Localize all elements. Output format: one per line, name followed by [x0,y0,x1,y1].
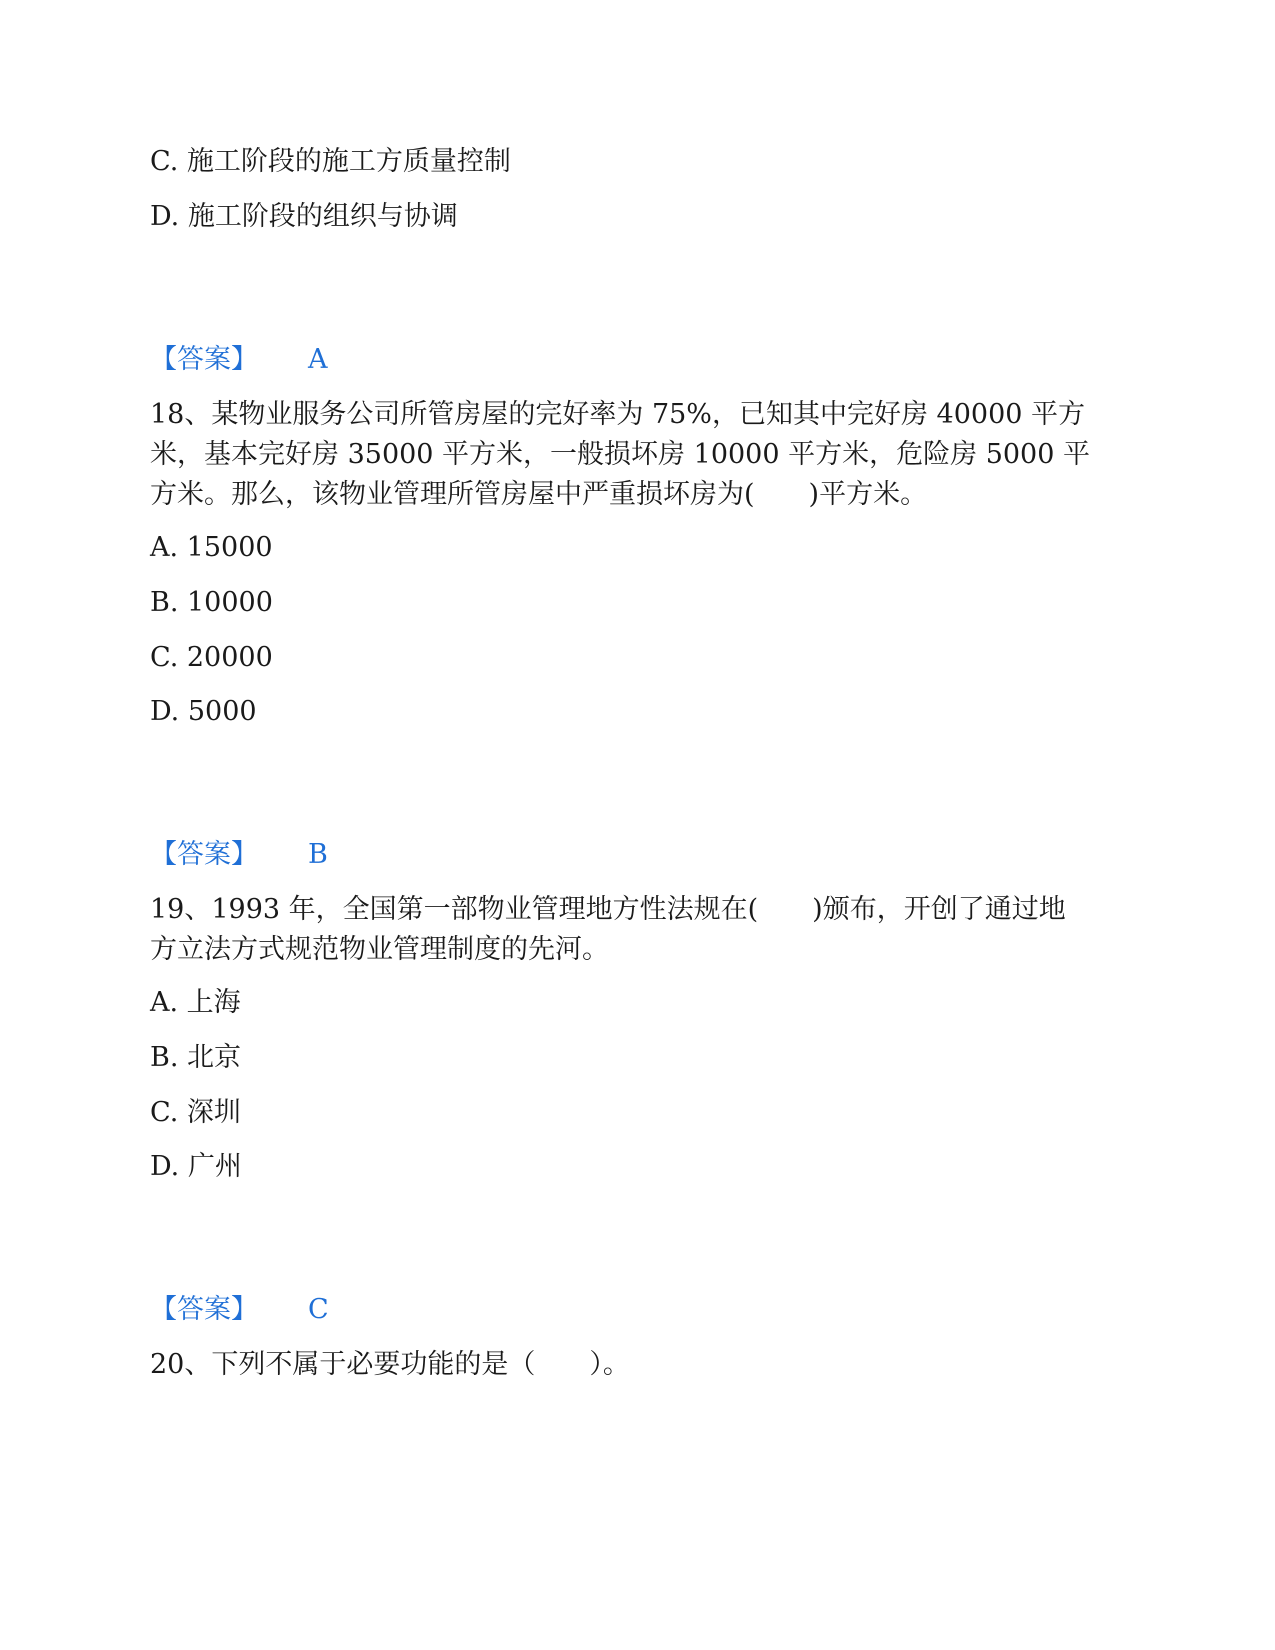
q19-stem-line-2: 方立法方式规范物业管理制度的先河。 [150,934,609,965]
answer-label: 【答案】 [150,839,258,870]
answer-value: C [308,1294,329,1325]
q18-stem-line-2: 米，基本完好房 35000 平方米，一般损坏房 10000 平方米，危险房 5000 平 [150,439,1090,470]
q19-option-b: B. 北京 [150,1042,242,1073]
q18-stem-line-1: 18、某物业服务公司所管房屋的完好率为 75%，已知其中完好房 40000 平方 [150,399,1086,430]
answer-label: 【答案】 [150,344,258,375]
q18-answer [150,835,328,875]
q20-stem-line-1: 20、下列不属于必要功能的是（ ）。 [150,1349,630,1380]
q18-option-d: D. 5000 [150,696,257,727]
q18-option-c: C. 20000 [150,642,273,673]
answer-label: 【答案】 [150,1294,258,1325]
q18-option-b: B. 10000 [150,587,273,618]
q17-option-c: C. 施工阶段的施工方质量控制 [150,146,511,177]
answer-value: B [308,839,328,870]
q19-option-a: A. 上海 [150,987,241,1018]
q19-stem-line-1: 19、1993 年，全国第一部物业管理地方性法规在( )颁布，开创了通过地 [150,894,1066,925]
answer-value: A [308,344,328,375]
q19-option-c: C. 深圳 [150,1097,241,1128]
q19-option-d: D. 广州 [150,1151,242,1182]
q19-answer [150,1290,329,1330]
q18-option-a: A. 15000 [150,532,273,563]
q17-answer [150,340,328,380]
q17-option-d: D. 施工阶段的组织与协调 [150,201,458,232]
q18-stem-line-3: 方米。那么，该物业管理所管房屋中严重损坏房为( )平方米。 [150,479,928,510]
